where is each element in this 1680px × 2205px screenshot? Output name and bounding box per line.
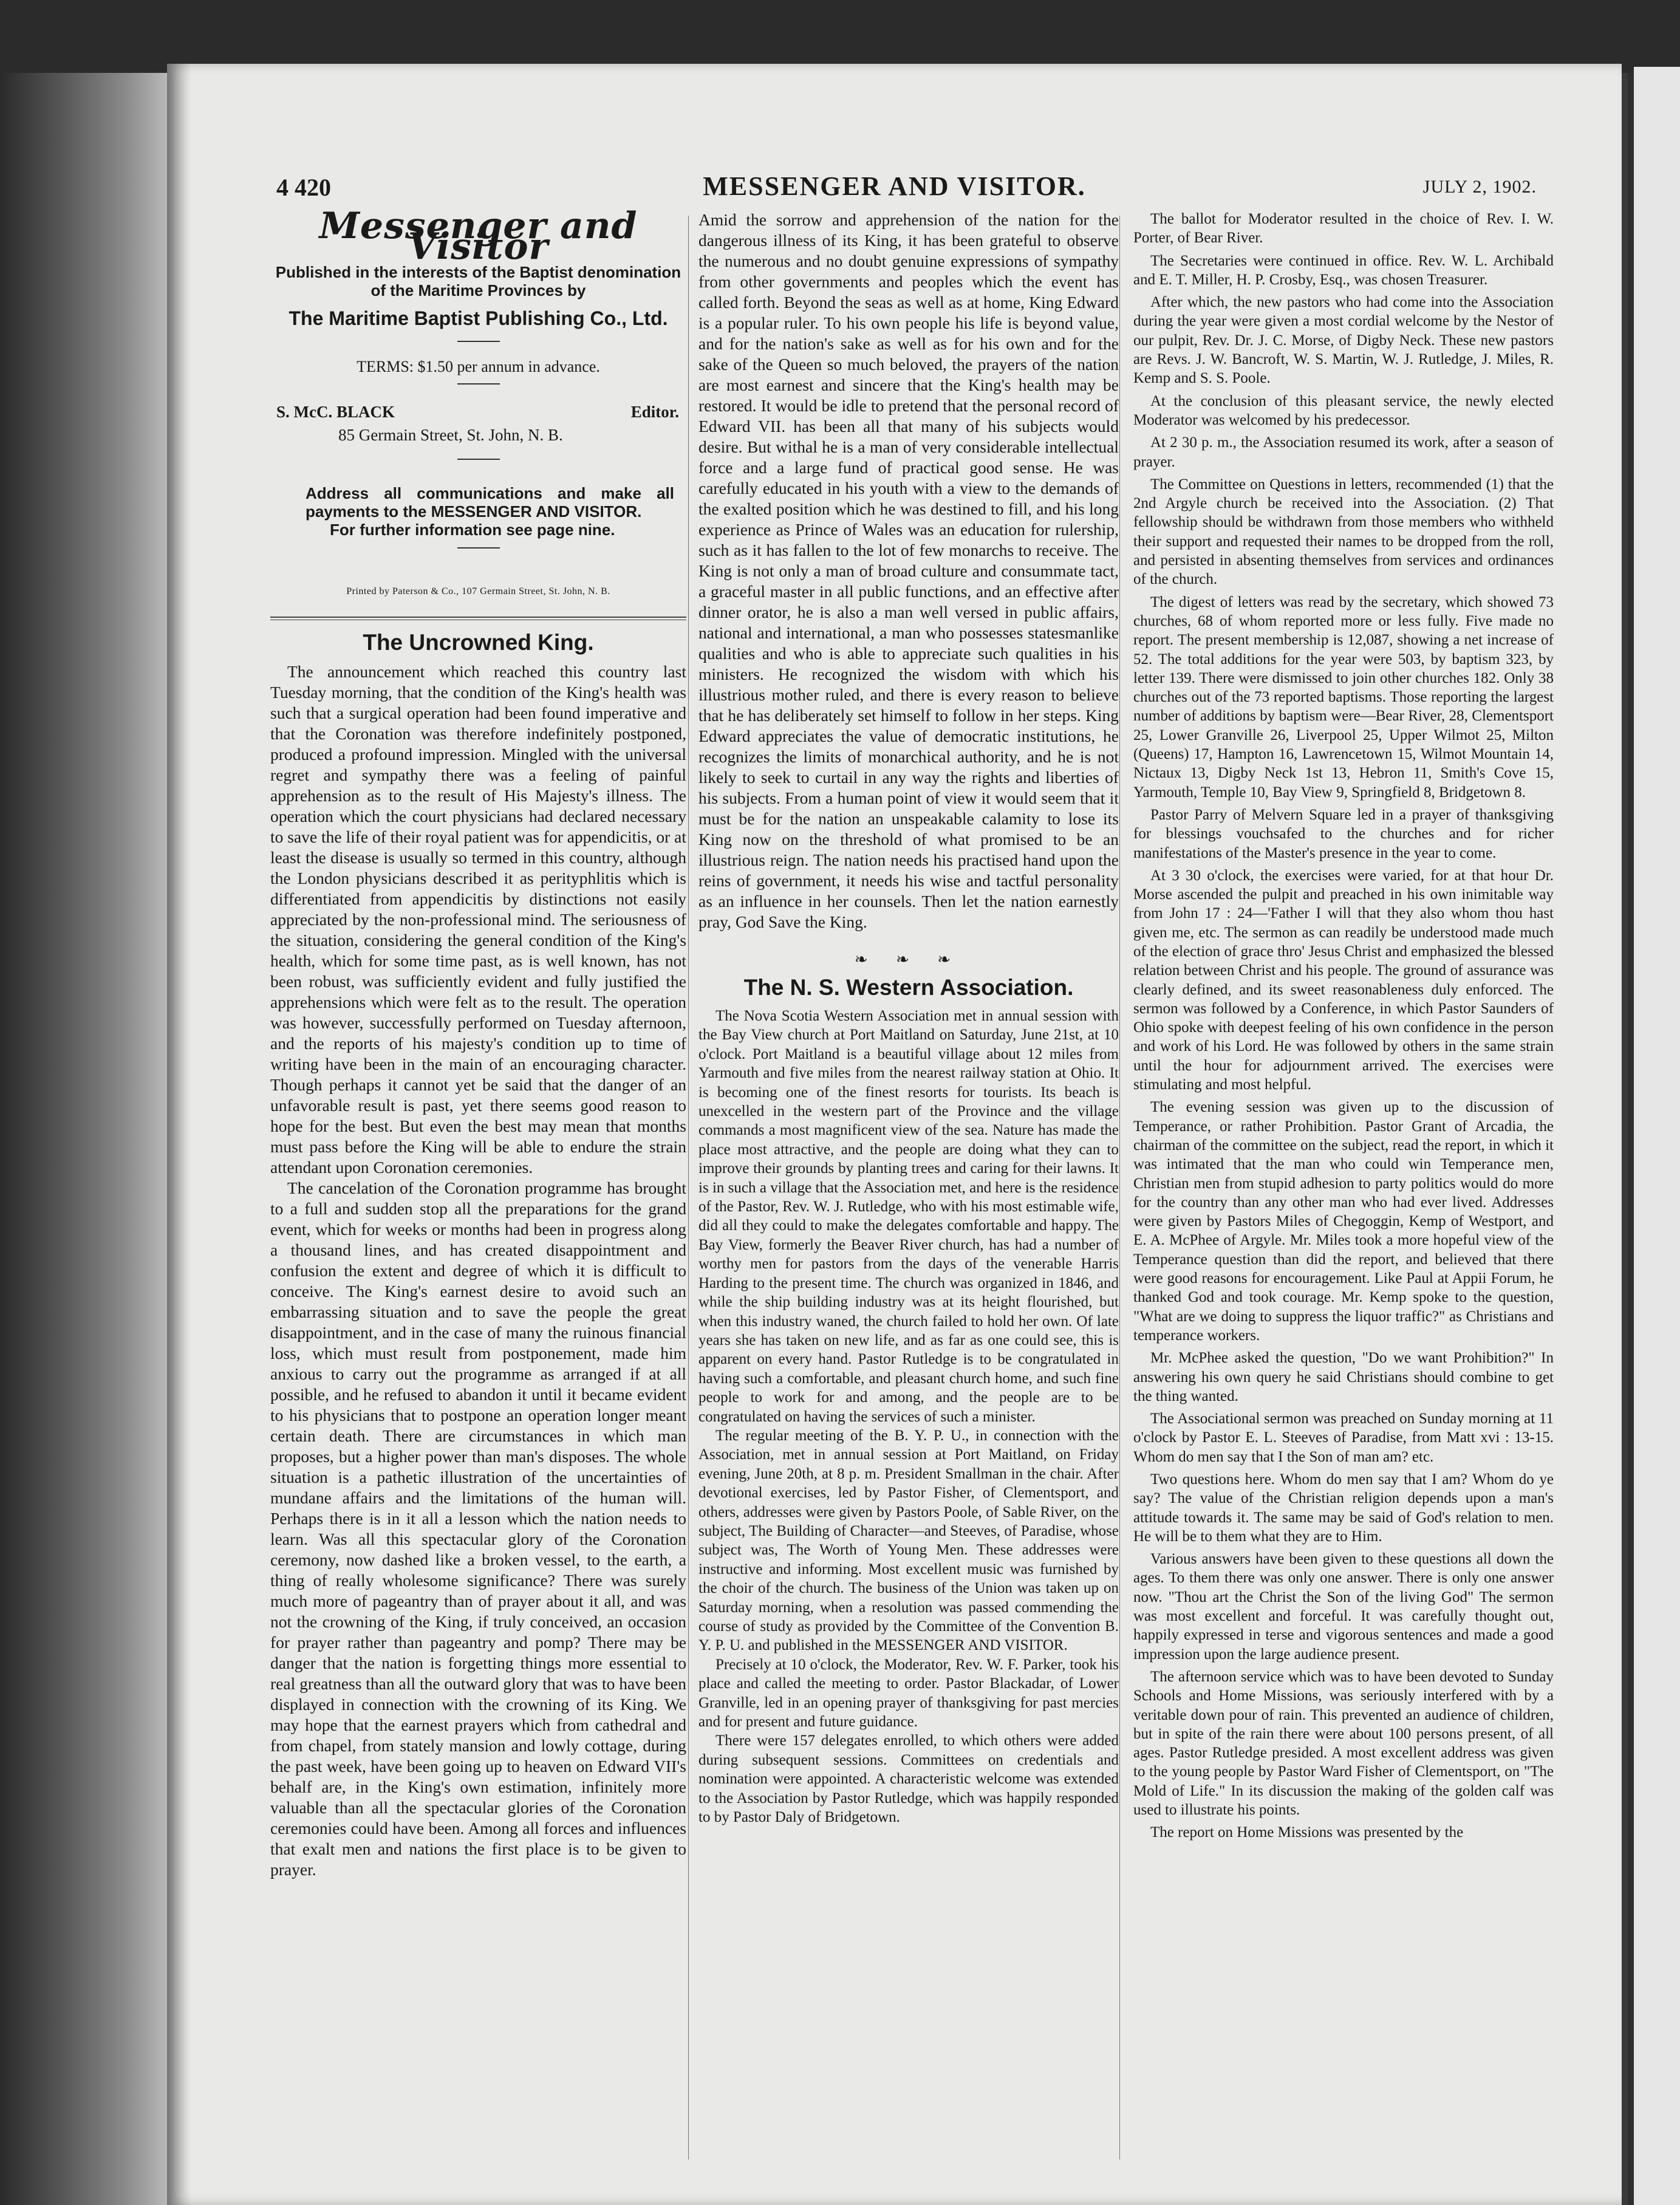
article-heading: The N. S. Western Association. xyxy=(743,975,1074,1000)
divider xyxy=(457,547,500,549)
further-info: For further information see page nine. xyxy=(330,521,615,539)
newspaper-page xyxy=(167,64,1622,2205)
subscription-terms: TERMS: $1.50 per annum in advance. xyxy=(357,358,600,375)
divider xyxy=(457,459,500,460)
article-paragraph: Amid the sorrow and apprehension of the nation for the dangerous illness of its King, it has been grateful to observe the numerous and no doubt genuine expressions of sympathy from other governments and peoples which the event has called forth. Beyond the seas as well as at home, King Edward is a popular ruler. To his own people his life is beyond value, and for the nation's sake as well as for his own and for the sake of the Queen so much beloved, the prayers of the nation are most earnest and sincere that the King's health may be restored. It would be idle to pretend that the personal record of Edward VII. has been all that many of his subjects would desire. But withal he is a man of very considerable intellectual force and a large fund of practical good sense. He was carefully educated in his youth with a view to the demands of the exalted position which he was destined to fill, and his long experience as Prince of Wales was an education for rulership, such as it has fallen to the lot of few monarchs to receive. The King is not only a man of broad culture and consummate tact, a graceful master in all public functions, and an effective after dinner orator, he is also a man well versed in public affairs, national and international, a man who possesses statesmanlike qualities and who is able to appreciate such qualities in his ministers. He recognized the wisdom with which his illustrious mother ruled, and there is every reason to believe that he has deliberately set himself to follow in her steps. King Edward appreciates the value of democratic institutions, he recognizes the limits of monarchical authority, and he is not likely to seek to curtail in any way the rights and liberties of his subjects. From a human point of view it would seem that it must be for the nation an unspeakable calamity to lose its King now on the threshold of what promised to be an illustrious reign. The nation needs his practised hand upon the reins of government, it needs his wise and tactful personality as an influence in her counsels. Then let the nation earnestly pray, God Save the King. xyxy=(698,210,1119,931)
article-paragraph: Two questions here. Whom do men say that I am? Whom do ye say? The value of the Christian religion depends upon a man's attitude towards it. The same may be said of God's relation to men. He will be to them what they are to Him. xyxy=(1133,1471,1554,1545)
article-paragraph: The Secretaries were continued in office. Rev. W. L. Archibald and E. T. Miller, H. P. Crosby, Esq., was chosen Treasurer. xyxy=(1133,252,1554,288)
masthead-name: Messenger and Visitor xyxy=(319,205,638,268)
publisher-name: The Maritime Baptist Publishing Co., Ltd. xyxy=(289,307,668,329)
association-report xyxy=(698,1007,1119,1827)
editor-line xyxy=(276,402,679,422)
article-paragraph: There were 157 delegates enrolled, to which others were added during subsequent sessions. Committees on credentials and nomination were appointed. A characteristic welcome was extended to the Association by Pastor Rutledge, which was happily responded to by Pastor Daly of Bridgetown. xyxy=(698,1732,1119,1826)
article-paragraph: The Associational sermon was preached on Sunday morning at 11 o'clock by Pastor E. L. Steeves of Paradise, from Matt xvi : 13-15. Whom do men say that I the Son of man am? etc. xyxy=(1133,1410,1554,1465)
column-3 xyxy=(1122,210,1554,1842)
article-paragraph: At 2 30 p. m., the Association resumed its work, after a season of prayer. xyxy=(1133,434,1554,470)
article-paragraph: The afternoon service which was to have been devoted to Sunday Schools and Home Missions, was seriously interfered with by a veritable down pour of rain. This prevented an audience of children, but in spite of the rain there were about 100 persons present, of all ages. Pastor Rutledge presided. A most excellent address was given to the young people by Pastor Ward Fisher of Clementsport, on "The Mold of Life." In its discussion the making of the golden calf was used to illustrate his points. xyxy=(1133,1668,1554,1819)
article-paragraph: The Nova Scotia Western Association met in annual session with the Bay View church at Port Maitland on Saturday, June 21st, at 10 o'clock. Port Maitland is a beautiful village about 12 miles from Yarmouth and five miles from the nearest railway station at Ohio. It is becoming one of the finest resorts for tourists. Its beach is unexcelled in the western part of the Province and the village commands a most magnificent view of the sea. Nature has made the place most attractive, and the people are doing what they can to improve their grounds by planting trees and caring for their lawns. It is in such a village that the Association met, and here is the residence of the Pastor, Rev. W. J. Rutledge, who with his most estimable wife, did all they could to make the delegates comfortable and happy. The Bay View, formerly the Beaver River church, has had a number of worthy men for pastors from the days of the venerable Harris Harding to the present time. The church was organized in 1846, and while the ship building industry was at its height flourished, but when this industry waned, the church failed to hold her own. Of late years she has taken on new life, and as far as one could see, this is apparent on every hand. Pastor Rutledge is to be congratulated in having such a comfortable, and pleasant church home, and such fine people to work for and among, and the people are to be congratulated on having the services of such a minister. xyxy=(698,1008,1119,1425)
facing-page-edge xyxy=(1634,67,1680,2205)
editor-name: S. McC. BLACK xyxy=(276,403,395,421)
masthead-subtitle: Published in the interests of the Baptist denomination of the Maritime Provinces by xyxy=(275,263,681,299)
article-paragraph: The ballot for Moderator resulted in the choice of Rev. I. W. Porter, of Bear River. xyxy=(1133,211,1554,247)
article-paragraph: At the conclusion of this pleasant service, the newly elected Moderator was welcomed by his predecessor. xyxy=(1133,392,1554,428)
article-paragraph: The digest of letters was read by the secretary, which showed 73 churches, 68 of whom reported more or less fully. Five made no report. The present membership is 12,087, showing a net increase of 52. The total additions for the year were 503, by baptism 323, by letter 139. There were dismissed to join other churches 182. Only 38 churches out of the 73 reported baptisms. Those reporting the largest number of additions by baptism were—Bear River, 28, Clementsport 25, Lower Granville 26, Liverpool 25, Upper Wilmot 25, Milton (Queens) 17, Hampton 16, Lawrencetown 15, Wilmot Mountain 14, Nictaux 13, Digby Neck 1st 13, Hebron 11, Smith's Cove 15, Yarmouth, Temple 10, Bay View 9, Springfield 8, Bridgetown 8. xyxy=(1133,593,1554,801)
article-paragraph: Precisely at 10 o'clock, the Moderator, Rev. W. F. Parker, took his place and called the meeting to order. Pastor Blackadar, of Lower Granville, led in an opening prayer of thanksgiving for past mercies and for present and future guidance. xyxy=(698,1656,1119,1731)
article-paragraph: The report on Home Missions was presented by the xyxy=(1150,1824,1464,1841)
divider xyxy=(457,341,500,342)
article-paragraph: At 3 30 o'clock, the exercises were varied, for at that hour Dr. Morse ascended the pulpit and preached in his own inimitable way from John 17 : 24—'Father I will that they also whom thou hast given me, etc. The sermon as can readily be understood made much of the election of grace thro' Jesus Christ and emphasized the blessed relation between Christ and his people. The ground of assurance was clearly defined, and its sweet reasonableness duly enforced. The sermon was followed by a Conference, in which Pastor Saunders of Ohio spoke with deepest feeling of his own confidence in the person and work of his Lord. He was followed by others in the same strain until the hour for adjournment arrived. The exercises were stimulating and most helpful. xyxy=(1133,867,1554,1093)
running-head xyxy=(167,173,1622,210)
column-1 xyxy=(270,205,686,1880)
printer-imprint: Printed by Paterson & Co., 107 Germain Street, St. John, N. B. xyxy=(346,586,610,597)
article-paragraph: The evening session was given up to the discussion of Temperance, or rather Prohibition. Pastor Grant of Arcadia, the chairman of the committee on the subject, read the report, in which it was intimated that the man who could win Temperance men, Christian men from stupid adhesion to party politics would do more for the country than any other man who had ever lived. Addresses were given by Pastors Miles of Chegoggin, Kemp of Westport, and E. A. McPhee of Argyle. Mr. Miles took a more hopeful view of the Temperance question than did the report, and believed that there were good reasons for encouragement. Like Paul at Appii Forum, he thanked God and took courage. Mr. Kemp spoke to the question, "What are we doing to suppress the liquor traffic?" as Christians and temperance workers. xyxy=(1133,1099,1554,1344)
article-paragraph: Mr. McPhee asked the question, "Do we want Prohibition?" In answering his own query he said Christians should combine to get the thing wanted. xyxy=(1133,1350,1554,1404)
article-paragraph: The regular meeting of the B. Y. P. U., in connection with the Association, met in annual session at Port Maitland, on Friday evening, June 20th, at 8 p. m. President Smallman in the chair. After devotional exercises, led by Pastor Fisher, of Clementsport, and others, addresses were given by Pastors Poole, of Sable River, on the subject, The Building of Character—and Steeves, of Paradise, whose subject was, The Worth of Young Men. These addresses were instructive and informing. Most excellent music was furnished by the choir of the church. The business of the Union was taken up on Saturday morning, when a resolution was passed commending the course of study as provided by the Committee of the Convention B. Y. P. U. and published in the MESSENGER AND VISITOR. xyxy=(698,1427,1119,1654)
divider xyxy=(457,383,500,385)
column-2 xyxy=(686,210,1119,1827)
communications-notice xyxy=(306,484,674,539)
communications-text: Address all communications and make all payments to the MESSENGER AND VISITOR. xyxy=(306,484,674,521)
issue-date: JULY 2, 1902. xyxy=(1422,177,1537,197)
book-page-edges xyxy=(0,73,167,2205)
article-paragraph: Various answers have been given to these questions all down the ages. To them there was only one answer. There is only one answer now. "Thou art the Christ the Son of the living God" The sermon was most excellent and forceful. It was carefully thought out, happily expressed in terse and vigorous sentences and made a good impression upon the large audience present. xyxy=(1133,1551,1554,1663)
article-paragraph: Pastor Parry of Melvern Square led in a prayer of thanksgiving for blessings vouchsafed to the churches and for richer manifestations of the Master's presence in the year to come. xyxy=(1133,806,1554,861)
article-paragraph: The announcement which reached this country last Tuesday morning, that the condition of the King's health was such that a surgical operation had been found imperative and that the Coronation was therefore indefinitely postponed, produced a profound impression. Mingled with the universal regret and sympathy there was a feeling of painful apprehension as to the result of His Majesty's illness. The operation which the court physicians had declared necessary to save the life of their royal patient was for appendicitis, or at least the disease is usually so termed in this country, although the London physicians described it as perityphlitis which is differentiated from appendicitis by distinctions not easily appreciated by the non-professional mind. The seriousness of the situation, considering the general condition of the King's health, which for some time past, as is well known, has not been robust, was sufficiently evident and fully justified the apprehensions which were felt as to the result. The operation was however, successfully performed on Tuesday afternoon, and the reports of his majesty's condition up to time of writing have been in the main of an encouraging character. Though perhaps it cannot yet be said that the danger of an unfavorable result is past, yet there seems good reason to hope for the best. But even the best may mean that months must pass before the King will be able to endure the strain attendant upon Coronation ceremonies. xyxy=(270,662,686,1177)
scan-background-top xyxy=(0,0,1680,73)
article-paragraph: The cancelation of the Coronation programme has brought to a full and sudden stop all the preparations for the grand event, which for weeks or months had been in progress along a thousand lines, and has created disappointment and confusion the extent and degree of which it is difficult to conceive. The King's earnest desire to avoid such an embarrassing situation and to save the people the great disappointment, and in the case of many the ruinous financial loss, which must result from postponement, made him anxious to carry out the programme as arranged if at all possible, and he refused to abandon it until it became evident to his physicians that to postpone an operation longer meant certain death. There are circumstances in which man proposes, but a higher power than man's disposes. The whole situation is a pathetic illustration of the uncertainties of mundane affairs and the limitations of the human will. Perhaps there is in it all a lesson which the nation needs to learn. Was all this spectacular glory of the Coronation ceremony, now dashed like a broken vessel, to the earth, a thing of really wholesome significance? There was surely much more of pageantry than of prayer about it all, and was not the crowning of the King, if truly conceived, an occasion for prayer rather than pageantry and pomp? There may be danger that the nation is forgetting things more essential to real greatness than all the outward glory that was to have been displayed in connection with the crowning of its King. We may hope that the earnest prayers which from cathedral and from chapel, from stately mansion and lowly cottage, during the past week, have been going up to heaven on Edward VII's behalf are, in the King's own estimation, infinitely more valuable than all the spectacular glories of the Coronation ceremonies could have been. Among all forces and influences that exalt men and nations the first place is to be given to prayer. xyxy=(270,1178,686,1879)
running-title: MESSENGER AND VISITOR. xyxy=(703,171,1086,201)
binding-shadow xyxy=(167,64,191,2205)
page-number: 4 420 xyxy=(276,174,331,201)
article-heading: The Uncrowned King. xyxy=(363,630,594,655)
article-paragraph: After which, the new pastors who had come into the Association during the year were given a most cordial welcome by the Nestor of our pulpit, Rev. Dr. J. C. Morse, of Digby Neck. These new pastors are Revs. J. W. Bancroft, W. S. Martin, W. J. Rutledge, J. Miles, R. Kemp and S. S. Poole. xyxy=(1133,294,1554,387)
office-address: 85 Germain Street, St. John, N. B. xyxy=(338,426,563,444)
section-rule xyxy=(270,617,686,620)
column-rule xyxy=(1119,216,1120,2159)
section-ornament: ❧ ❧ ❧ xyxy=(854,951,963,968)
article-paragraph: The Committee on Questions in letters, recommended (1) that the 2nd Argyle church be received into the Association. (2) That fellowship should be withdrawn from those members who withheld their support and requested their names to be dropped from the roll, and persisted in absenting themselves from services and ordinances of the church. xyxy=(1133,476,1554,588)
editor-title: Editor. xyxy=(630,403,679,421)
